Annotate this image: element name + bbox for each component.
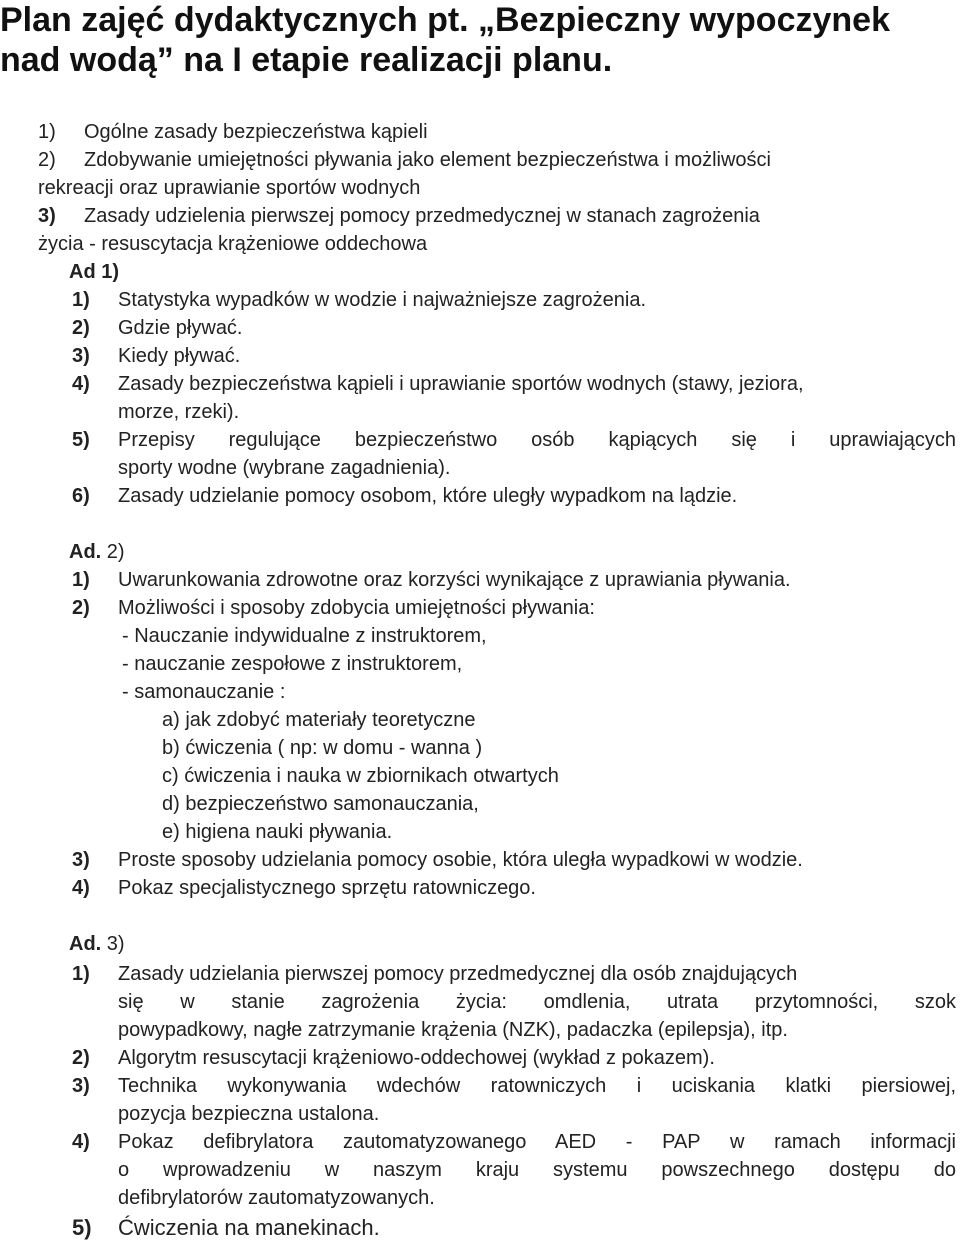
ad1-item-number: 3) <box>72 345 90 367</box>
ad3-item-text: pozycja bezpieczna ustalona. <box>118 1103 380 1125</box>
ad1-item-4-continuation <box>118 398 239 426</box>
overview-item-text: Ogólne zasady bezpieczeństwa kąpieli <box>84 121 428 143</box>
ad1-item-text: Gdzie pływać. <box>118 317 243 339</box>
ad3-item-3 <box>72 1072 118 1100</box>
ad3-item-4 <box>72 1128 118 1156</box>
ad3-item-number: 1) <box>72 963 90 985</box>
ad2-item-text: Proste sposoby udzielania pomocy osobie, która uległa wypadkowi w wodzie. <box>118 849 803 871</box>
ad2-heading-number: 2) <box>101 541 125 563</box>
ad2-item-text: Możliwości i sposoby zdobycia umiejętności pływania: <box>118 597 595 619</box>
ad3-item-number: 3) <box>72 1075 90 1097</box>
ad2-dash-item-2: - nauczanie zespołowe z instruktorem, <box>122 653 463 675</box>
ad1-item-number: 4) <box>72 373 90 395</box>
ad3-item-4-text: Pokaz defibrylatora zautomatyzowanego AED - PAP w ramach informacji <box>118 1131 956 1153</box>
ad2-item-4 <box>72 874 536 902</box>
ad2-item-text: Uwarunkowania zdrowotne oraz korzyści wynikające z uprawiania pływania. <box>118 569 791 591</box>
ad2-sub-item-b: b) ćwiczenia ( np: w domu - wanna ) <box>162 737 483 759</box>
ad2-dash-item-3: - samonauczanie : <box>122 681 286 703</box>
ad2-dash-item-1: - Nauczanie indywidualne z instruktorem, <box>122 625 487 647</box>
title-line-2: nad wodą” na I etapie realizacji planu. <box>0 41 613 79</box>
ad1-item-6 <box>72 482 737 510</box>
ad1-heading: Ad 1) <box>69 261 119 283</box>
document-title <box>0 0 960 80</box>
ad3-item-1 <box>72 960 797 988</box>
ad1-item-text: sporty wodne (wybrane zagadnienia). <box>118 457 451 479</box>
overview-item-number: 3) <box>38 205 56 227</box>
ad2-sub-item-e: e) higiena nauki pływania. <box>162 821 393 843</box>
ad3-item-2 <box>72 1044 715 1072</box>
ad3-item-5 <box>72 1214 380 1242</box>
ad1-item-number: 5) <box>72 429 90 451</box>
overview-item-number: 2) <box>38 149 56 171</box>
ad1-item-number: 2) <box>72 317 90 339</box>
overview-item-text: Zdobywanie umiejętności pływania jako element bezpieczeństwa i możliwości <box>84 149 771 171</box>
ad2-item-number: 2) <box>72 597 90 619</box>
ad1-item-5-continuation <box>118 454 450 482</box>
ad2-sub-item-d: d) bezpieczeństwo samonauczania, <box>162 793 479 815</box>
overview-item-text: Zasady udzielenia pierwszej pomocy przedmedycznej w stanach zagrożenia <box>84 205 760 227</box>
overview-item-2-continuation <box>38 174 420 202</box>
ad3-item-3-text: Technika wykonywania wdechów ratowniczych i uciskania klatki piersiowej, <box>118 1075 956 1097</box>
ad2-heading <box>69 538 125 566</box>
overview-item-text: życia - resuscytacja krążeniowe oddechowa <box>38 233 428 255</box>
ad3-item-number: 2) <box>72 1047 90 1069</box>
ad1-item-text: Zasady udzielanie pomocy osobom, które uległy wypadkom na lądzie. <box>118 485 738 507</box>
ad3-item-1-continuation <box>118 1016 788 1044</box>
ad3-item-text: powypadkowy, nagłe zatrzymanie krążenia (NZK), padaczka (epilepsja), itp. <box>118 1019 788 1041</box>
ad3-heading-label: Ad. <box>69 933 102 955</box>
ad3-heading-number: 3) <box>101 933 125 955</box>
ad2-item-number: 4) <box>72 877 90 899</box>
ad2-heading-label: Ad. <box>69 541 102 563</box>
ad3-item-text: Algorytm resuscytacji krążeniowo-oddechowej (wykład z pokazem). <box>118 1047 715 1069</box>
overview-item-number: 1) <box>38 121 56 143</box>
ad2-item-number: 1) <box>72 569 90 591</box>
ad1-item-2 <box>72 314 243 342</box>
ad3-item-3-continuation <box>118 1100 379 1128</box>
ad3-item-text: Zasady udzielania pierwszej pomocy przedmedycznej dla osób znajdujących <box>118 963 798 985</box>
ad1-item-1 <box>72 286 646 314</box>
ad2-sub-item-c: c) ćwiczenia i nauka w zbiornikach otwartych <box>162 765 559 787</box>
ad1-item-5-text: Przepisy regulujące bezpieczeństwo osób kąpiących się i uprawiających <box>118 429 956 451</box>
overview-item-text: rekreacji oraz uprawianie sportów wodnych <box>38 177 421 199</box>
ad2-item-text: Pokaz specjalistycznego sprzętu ratowniczego. <box>118 877 536 899</box>
ad2-item-2 <box>72 594 595 622</box>
ad3-item-text: Ćwiczenia na manekinach. <box>118 1215 380 1240</box>
overview-item-3 <box>38 202 760 230</box>
ad1-item-number: 6) <box>72 485 90 507</box>
ad1-item-text: morze, rzeki). <box>118 401 240 423</box>
ad2-item-1 <box>72 566 791 594</box>
ad2-item-number: 3) <box>72 849 90 871</box>
ad3-item-number: 4) <box>72 1131 90 1153</box>
ad1-item-text: Statystyka wypadków w wodzie i najważniejsze zagrożenia. <box>118 289 647 311</box>
title-line-1: Plan zajęć dydaktycznych pt. „Bezpieczny wypoczynek <box>0 1 890 39</box>
ad2-sub-item-a: a) jak zdobyć materiały teoretyczne <box>162 709 476 731</box>
overview-item-2 <box>38 146 771 174</box>
ad3-item-4-continuation-justified: o wprowadzeniu w naszym kraju systemu powszechnego dostępu do <box>118 1159 956 1181</box>
ad1-item-number: 1) <box>72 289 90 311</box>
ad1-item-5 <box>72 426 118 454</box>
ad1-item-3 <box>72 342 240 370</box>
ad1-item-4 <box>72 370 804 398</box>
ad3-item-1-continuation-justified: się w stanie zagrożenia życia: omdlenia, utrata przytomności, szok <box>118 991 956 1013</box>
ad3-item-4-continuation <box>118 1184 435 1212</box>
overview-item-1 <box>38 118 428 146</box>
ad3-heading <box>69 930 125 958</box>
overview-item-3-continuation <box>38 230 427 258</box>
ad2-item-3 <box>72 846 803 874</box>
ad1-item-text: Kiedy pływać. <box>118 345 241 367</box>
ad3-item-text: defibrylatorów zautomatyzowanych. <box>118 1187 435 1209</box>
ad1-item-text: Zasady bezpieczeństwa kąpieli i uprawianie sportów wodnych (stawy, jeziora, <box>118 373 804 395</box>
ad3-item-number: 5) <box>72 1215 92 1240</box>
